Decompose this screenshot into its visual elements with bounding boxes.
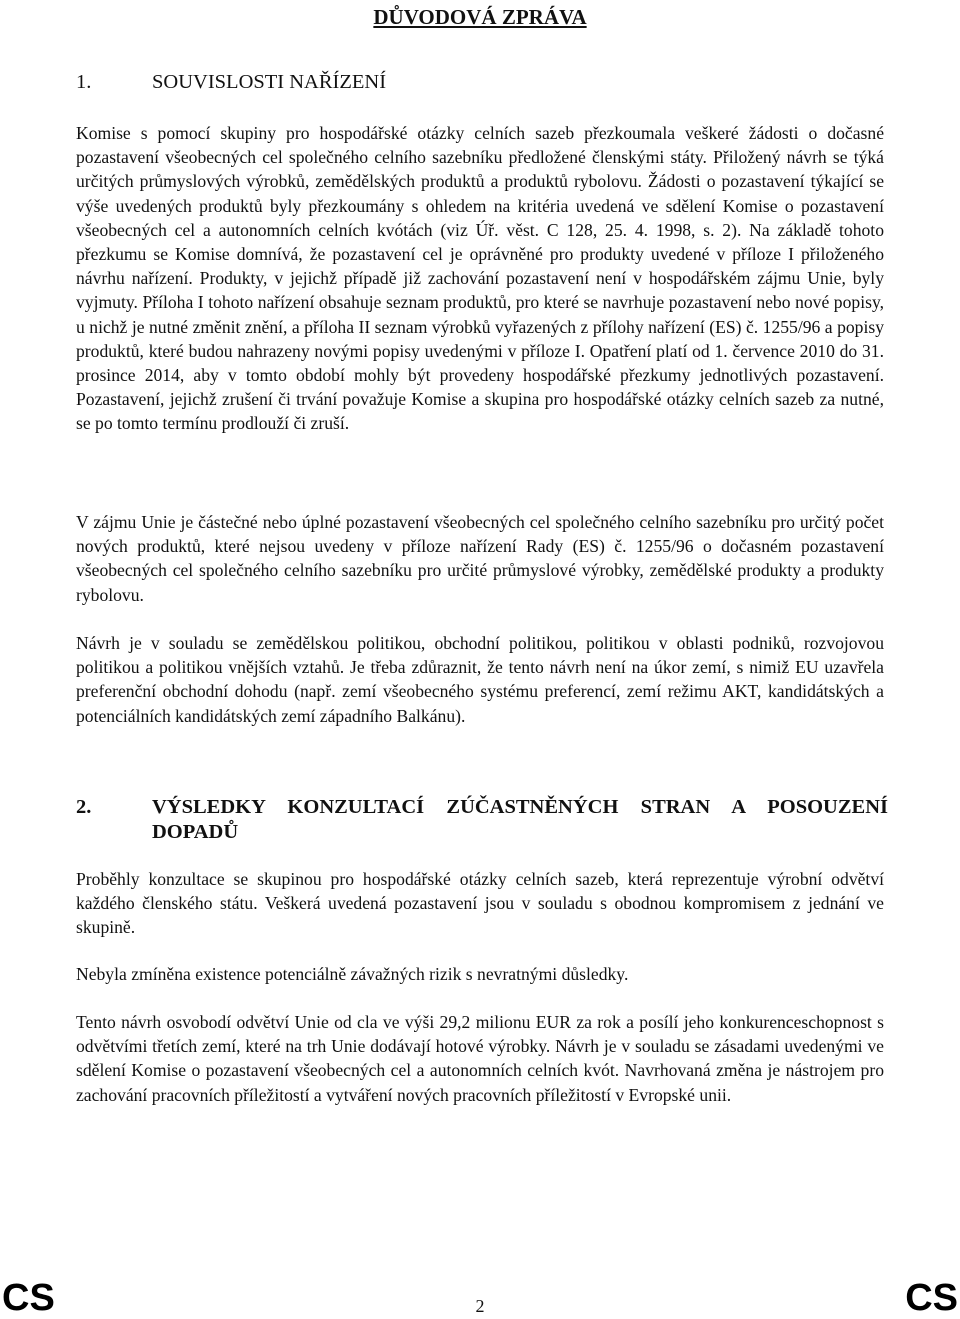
paragraph-consultations: Proběhly konzultace se skupinou pro hospodářské otázky celních sazeb, která reprezentuje výrobní odvětví každého členského státu. Veškerá uvedená pozastavení jsou v souladu s obodnou kompromisem z jednání ve skupině. [76, 869, 884, 938]
section-number: 2. [76, 796, 92, 818]
section-heading-line: DOPADŮ [152, 821, 239, 843]
paragraph-impact: Tento návrh osvobodí odvětví Unie od cla ve výši 29,2 milionu EUR za rok a posílí jeho konkurenceschopnost s odvětvími třetích zemí, které na trh Unie dodávají hotové výrobky. Návrh je v souladu se zásadami uvedenými ve sdělení Komise o pozastavení všeobecných cel a autonomních celních kvót. Navrhovaná změna je nástrojem pro zachování pracovních příležitostí a vytváření nových pracovních příležitostí v Evropské unii. [76, 1012, 884, 1105]
page-title: DŮVODOVÁ ZPRÁVA [373, 5, 587, 29]
paragraph-policy-consistency: Návrh je v souladu se zemědělskou politikou, obchodní politikou, politikou v oblasti podniků, rozvojovou politikou a politikou vnějších vztahů. Je třeba zdůraznit, že tento návrh není na úkor zemí, s nimiž EU uzavřela preferenční obchodní dohodu (např. zemí všeobecného systému preferencí, zemí režimu AKT, kandidátských a potenciálních kandidátských zemí západního Balkánu). [76, 633, 884, 726]
page-number: 2 [475, 1296, 485, 1316]
section-2-heading [76, 795, 888, 845]
footer-language-label-right: CS [905, 1277, 958, 1319]
paragraph-risks: Nebyla zmíněna existence potenciálně závažných rizik s nevratnými důsledky. [76, 964, 629, 984]
section-heading-line: VÝSLEDKY KONZULTACÍ ZÚČASTNĚNÝCH STRAN A POSOUZENÍ [152, 796, 888, 818]
section-heading-text: SOUVISLOSTI NAŘÍZENÍ [152, 71, 387, 93]
section-heading-text [152, 795, 888, 845]
section-number: 1. [76, 71, 92, 93]
section-1-heading [76, 70, 888, 95]
paragraph-union-interest: V zájmu Unie je částečné nebo úplné pozastavení všeobecných cel společného celního sazebníku pro určitý počet nových produktů, které nejsou uvedeny v příloze nařízení Rady (ES) č. 1255/96 o dočasném pozastavení všeobecných cel společného celního sazebníku pro určité průmyslové výrobky, zemědělské produkty a produkty rybolovu. [76, 512, 884, 605]
paragraph-context: Komise s pomocí skupiny pro hospodářské otázky celních sazeb přezkoumala veškeré žádosti o dočasné pozastavení všeobecných cel společného celního sazebníku předložené členskými státy. Přiložený návrh se týká určitých průmyslových výrobků, zemědělských produktů a produktů rybolovu. Žádosti o pozastavení týkající se výše uvedených produktů byly přezkoumány s ohledem na kritéria uvedená ve sdělení Komise o pozastavení všeobecných cel a autonomních celních kvótách (viz Úř. věst. C 128, 25. 4. 1998, s. 2). Na základě tohoto přezkumu se Komise domnívá, že pozastavení cel je oprávněné pro produkty uvedené v příloze I přiloženého návrhu nařízení. Produkty, v jejichž případě již zachování pozastavení není v hospodářském zájmu Unie, byly vyjmuty. Příloha I tohoto nařízení obsahuje seznam produktů, pro které se navrhuje pozastavení nebo nové popisy, u nichž je nutné změnit znění, a příloha II seznam výrobků vyřazených z přílohy nařízení (ES) č. 1255/96 a popisy produktů, které budou nahrazeny novými popisy uvedenými v příloze I. Opatření platí od 1. července 2010 do 31. prosince 2014, aby v tomto období mohly být provedeny hospodářské přezkumy jednotlivých pozastavení. Pozastavení, jejichž zrušení či trvání považuje Komise a skupina pro hospodářské otázky celních sazeb za nutné, se po tomto termínu prodlouží či zruší. [76, 123, 884, 434]
footer-language-label-left: CS [2, 1277, 55, 1319]
